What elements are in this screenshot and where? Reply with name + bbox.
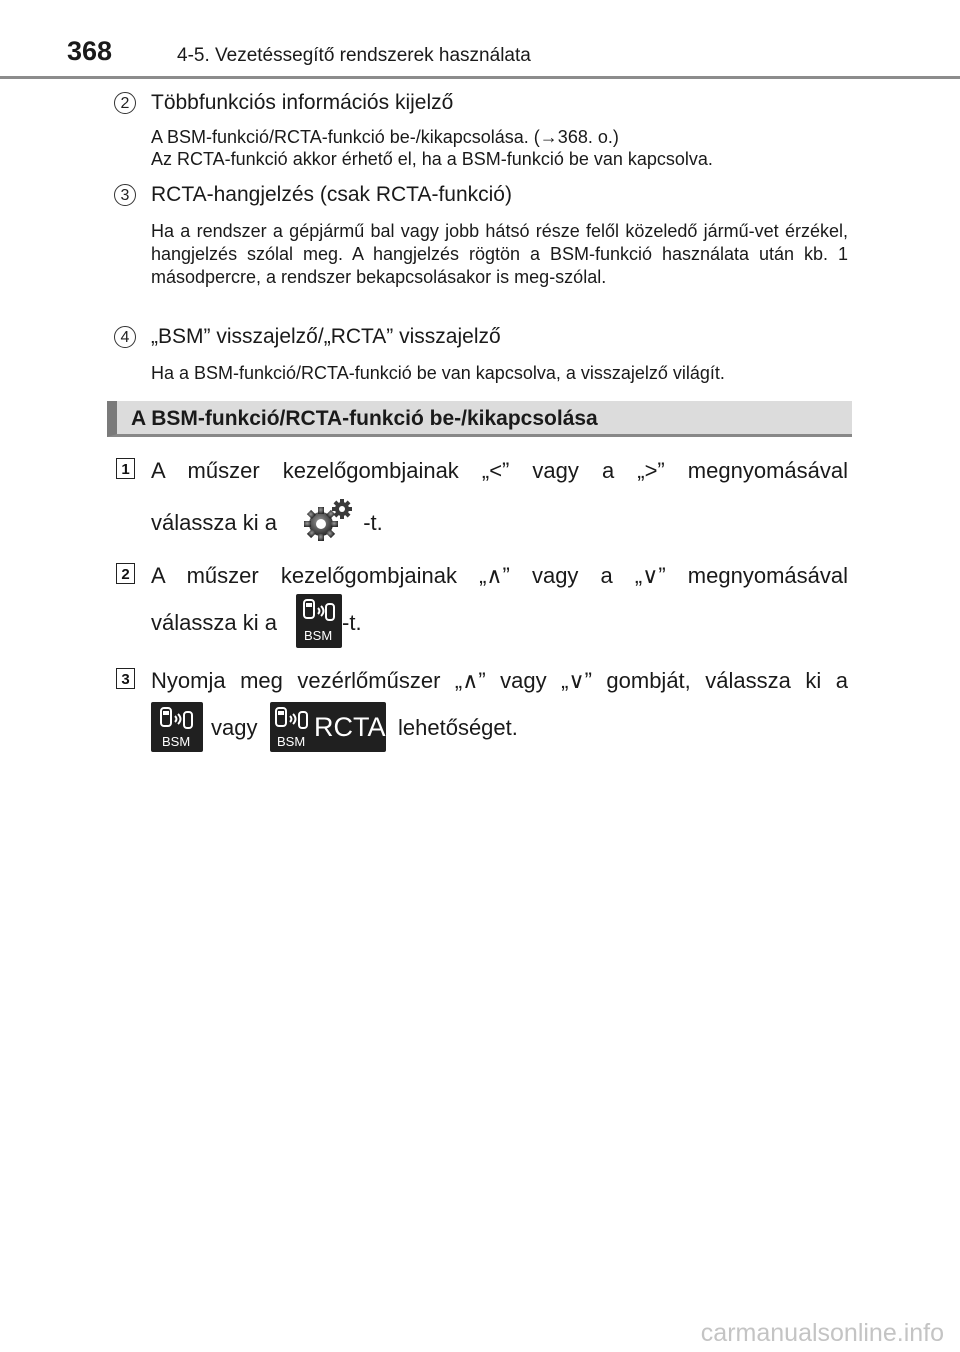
item-title: RCTA-hangjelzés (csak RCTA-funkció) — [151, 183, 512, 206]
item-title: Többfunkciós információs kijelző — [151, 91, 454, 114]
page-header — [0, 0, 960, 82]
step-text: -t. — [363, 509, 383, 535]
step-text: lehetőséget. — [398, 715, 518, 740]
step-text: válassza ki a — [151, 509, 277, 535]
bsm-icon — [151, 702, 203, 752]
item-body — [151, 126, 848, 170]
rcta-icon-label: RCTA — [314, 712, 386, 742]
bsm-icon — [296, 594, 342, 648]
step-number: 3 — [116, 668, 135, 689]
step-text-line2 — [151, 610, 848, 636]
header-divider — [0, 76, 960, 79]
bsm-icon-label: BSM — [162, 734, 191, 749]
step-text: A műszer kezelőgombjainak „∧” vagy a „∨” megnyomásával — [151, 563, 848, 588]
subsection-heading-text: A BSM-funkció/RCTA-funkció be-/kikapcsolása — [131, 407, 598, 430]
item-title: „BSM” visszajelző/„RCTA” visszajelző — [151, 325, 501, 348]
item-body-paragraph: Ha a rendszer a gépjármű bal vagy jobb hátsó része felől közeledő jármű-vet érzékel, hangjelzés szólal meg. A hangjelzés rögtön a BSM-funkció használata után kb. 1 másodpercre, a rendszer bekapcsolásakor is meg-szólal. — [151, 221, 848, 287]
bsm-icon-label: BSM — [304, 628, 333, 643]
item-body-line: A BSM-funkció/RCTA-funkció be-/kikapcsolása. (→368. o.) — [151, 127, 619, 147]
item-body-line: Az RCTA-funkció akkor érhető el, ha a BSM-funkció be van kapcsolva. — [151, 149, 713, 169]
item-body — [151, 362, 848, 384]
item-marker: 2 — [114, 92, 136, 114]
item-body-line: Ha a BSM-funkció/RCTA-funkció be van kapcsolva, a visszajelző világít. — [151, 363, 725, 383]
step-number: 1 — [116, 458, 135, 479]
step-text: -t. — [342, 610, 362, 635]
section-title: 4-5. Vezetéssegítő rendszerek használata — [177, 45, 531, 66]
subsection-heading — [107, 401, 852, 437]
bsm-rcta-icon — [270, 702, 386, 752]
step-number: 2 — [116, 563, 135, 584]
item-marker: 3 — [114, 184, 136, 206]
item-body — [151, 220, 848, 289]
step-text-line2 — [151, 502, 848, 546]
watermark: carmanualsonline.info — [700, 1319, 944, 1347]
step-text: vagy — [211, 715, 258, 740]
settings-gear-icon — [299, 498, 357, 542]
step-text: Nyomja meg vezérlőműszer „∧” vagy „∨” gombját, válassza ki a — [151, 668, 848, 693]
step-text: A műszer kezelőgombjainak „<” vagy a „>” megnyomásával — [151, 458, 848, 483]
step-text: válassza ki a — [151, 610, 277, 635]
bsm-icon-label: BSM — [277, 734, 306, 749]
item-marker: 4 — [114, 326, 136, 348]
page-number: 368 — [67, 36, 113, 66]
